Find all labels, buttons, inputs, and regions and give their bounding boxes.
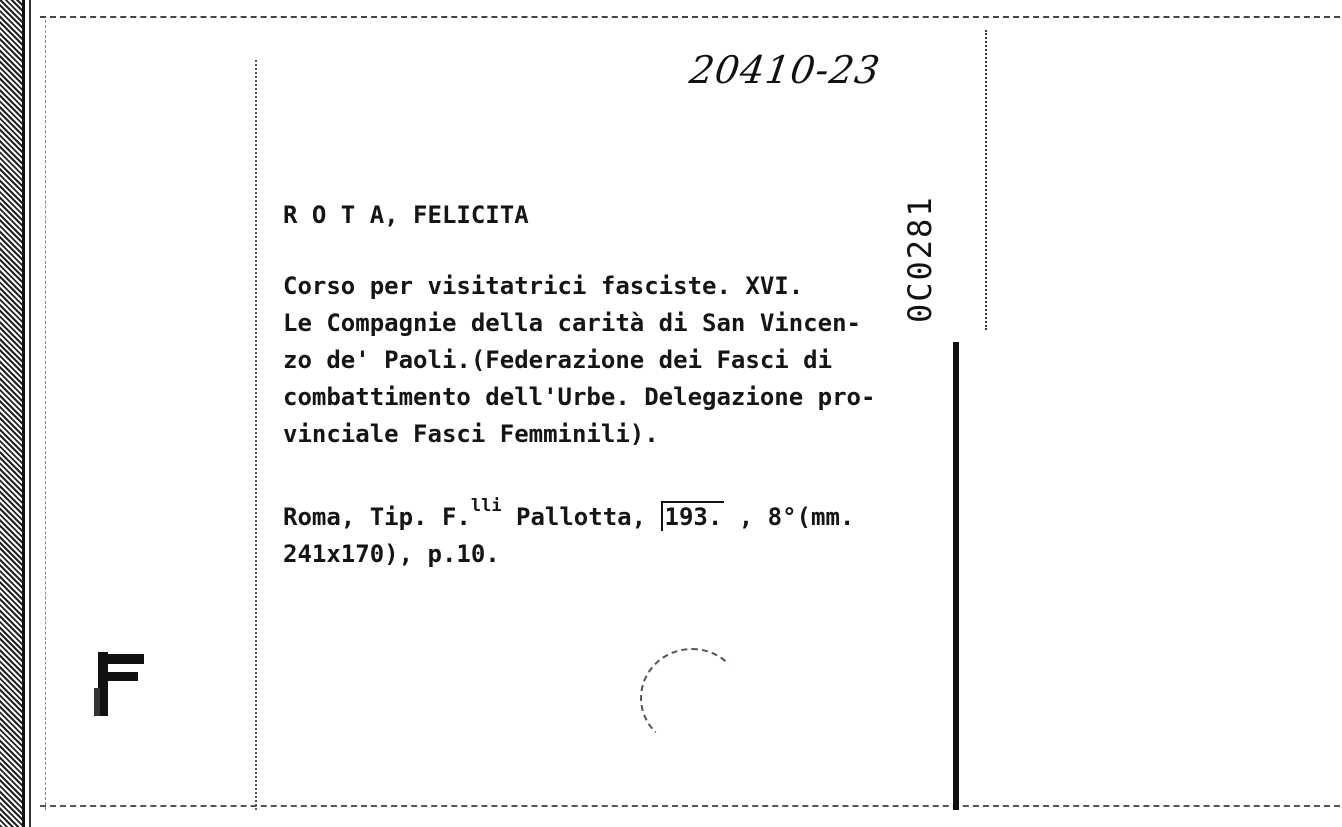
title-line: Le Compagnie della carità di San Vincen- [283,309,861,337]
card-border-left [45,20,46,810]
imprint-place: Roma, Tip. F. [283,503,471,531]
scan-edge-line [29,0,31,827]
stamp-number [895,163,951,323]
imprint-year: 193. [661,501,725,531]
card-border-right-dotted [985,30,989,330]
title-line: zo de' Paoli.(Federazione dei Fasci di [283,346,833,374]
imprint-format: , 8°(mm. [724,503,855,531]
title-line: vinciale Fasci Femminili). [283,420,659,448]
punch-marks [255,60,257,810]
author-heading: R O T A, FELICITA [283,201,529,229]
stamp-number-text: 0C0281 [901,195,939,323]
hole-mark [640,648,744,748]
scan-edge-line [22,0,25,827]
imprint-block [283,488,854,573]
imprint-line-2: 241x170), p.10. [283,540,500,568]
card-border-bottom [40,805,1340,807]
card-border-right [953,30,959,810]
card-border-top [40,16,1340,18]
imprint-superscript: lli [470,496,502,516]
inventory-number: 20410-23 [686,48,884,92]
library-logo-icon [92,648,146,720]
title-line: combattimento dell'Urbe. Delegazione pro- [283,383,876,411]
scan-edge-strip [0,0,22,827]
title-block [283,268,875,453]
imprint-printer: Pallotta, [501,503,661,531]
imprint-line-1 [283,488,854,536]
title-line: Corso per visitatrici fasciste. XVI. [283,272,804,300]
